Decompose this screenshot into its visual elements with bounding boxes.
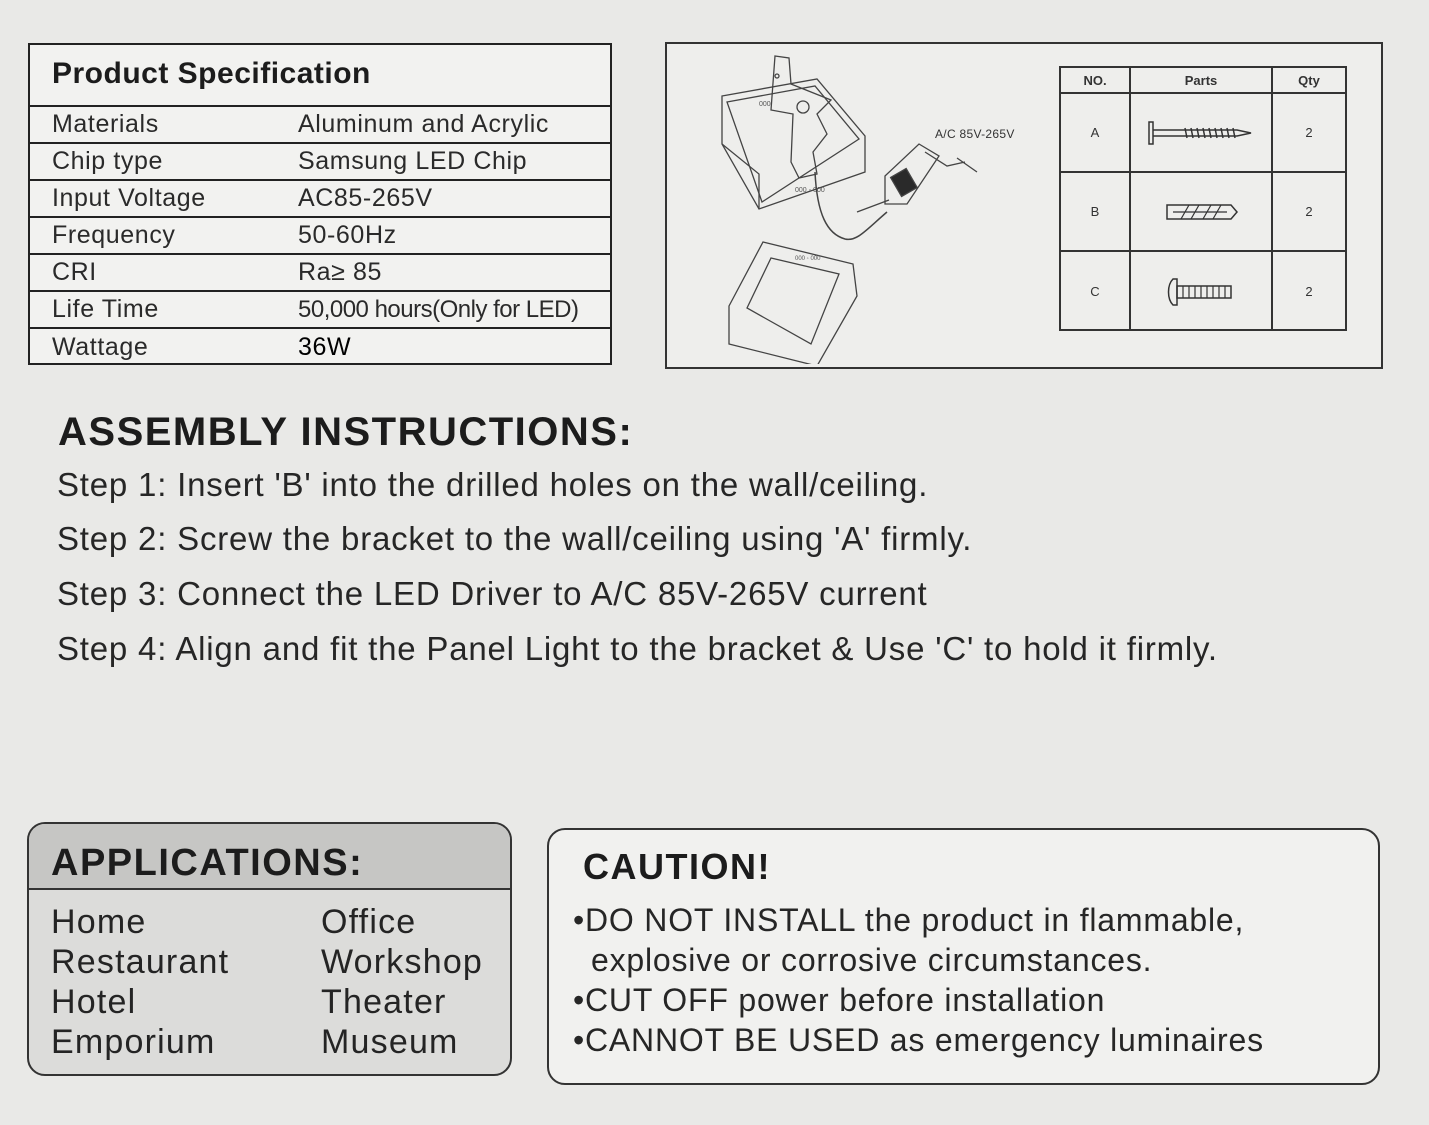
spec-label: Wattage [52, 333, 149, 361]
spec-value: 50,000 hours(Only for LED) [298, 295, 579, 323]
application-item: Theater [321, 983, 447, 1021]
part-qty: 2 [1305, 125, 1313, 140]
header-no: NO. [1061, 68, 1131, 92]
spec-row [30, 255, 610, 292]
part-cell [1131, 94, 1273, 171]
bracket-icon [771, 56, 831, 178]
spec-value: 50-60Hz [298, 221, 397, 249]
header-parts: Parts [1131, 68, 1273, 92]
bolt-icon [1165, 275, 1237, 309]
spec-row [30, 329, 610, 366]
spec-row [30, 144, 610, 181]
application-item: Office [321, 903, 417, 941]
caution-title: CAUTION! [583, 846, 771, 887]
application-item: Museum [321, 1023, 459, 1061]
spec-label: Life Time [52, 295, 159, 323]
assembly-step: Step 4: Align and fit the Panel Light to the bracket & Use 'C' to hold it firmly. [57, 630, 1218, 667]
caution-line: •DO NOT INSTALL the product in flammable, [573, 902, 1245, 938]
parts-row [1061, 173, 1345, 252]
product-specification-table [28, 43, 612, 365]
part-no: A [1061, 94, 1131, 171]
applications-box [27, 822, 512, 1076]
header-qty: Qty [1298, 72, 1320, 88]
spec-label: Materials [52, 110, 159, 138]
voltage-label: A/C 85V-265V [935, 127, 1015, 141]
wall-anchor-icon [1161, 200, 1241, 224]
part-cell [1131, 252, 1273, 331]
spec-row [30, 107, 610, 144]
panel-light-icon [729, 242, 857, 364]
parts-table [1059, 66, 1347, 331]
panel-frame-icon [722, 79, 865, 209]
caution-line: explosive or corrosive circumstances. [591, 942, 1153, 978]
application-item: Emporium [51, 1023, 216, 1061]
application-item: Workshop [321, 943, 484, 981]
spec-label: Input Voltage [52, 184, 206, 212]
led-driver-icon [857, 144, 977, 212]
screw-icon [1145, 118, 1257, 148]
assembly-title: ASSEMBLY INSTRUCTIONS: [58, 410, 634, 454]
caution-box [547, 828, 1380, 1085]
spec-value: Aluminum and Acrylic [298, 110, 549, 138]
spec-value: Samsung LED Chip [298, 147, 528, 175]
spec-row [30, 181, 610, 218]
part-qty: 2 [1305, 284, 1313, 299]
spec-title: Product Specification [30, 45, 610, 107]
application-item: Home [51, 903, 147, 941]
application-item: Hotel [51, 983, 137, 1021]
caution-line: •CUT OFF power before installation [573, 982, 1106, 1018]
application-item: Restaurant [51, 943, 230, 981]
applications-list [29, 890, 510, 1061]
svg-text:000: 000 [759, 101, 771, 108]
assembly-step: Step 1: Insert 'B' into the drilled holes on the wall/ceiling. [57, 466, 929, 503]
assembly-step: Step 2: Screw the bracket to the wall/ceiling using 'A' firmly. [57, 520, 973, 557]
spec-label: CRI [52, 258, 97, 286]
part-cell [1131, 173, 1273, 250]
spec-value: 36W [298, 333, 352, 361]
spec-value: Ra≥ 85 [298, 258, 383, 286]
spec-label: Frequency [52, 221, 176, 249]
part-no: B [1061, 173, 1131, 250]
part-no: C [1061, 252, 1131, 331]
svg-text:000 ◦ 000: 000 ◦ 000 [795, 187, 825, 194]
installation-diagram [665, 42, 1383, 369]
svg-text:000 ◦ 000: 000 ◦ 000 [795, 256, 821, 262]
spec-label: Chip type [52, 147, 164, 175]
parts-row [1061, 94, 1345, 173]
spec-value: AC85-265V [298, 184, 433, 212]
spec-row [30, 292, 610, 329]
parts-table-header [1061, 68, 1345, 94]
panel-light-illustration [667, 44, 1047, 364]
caution-line: •CANNOT BE USED as emergency luminaires [573, 1022, 1264, 1058]
assembly-step: Step 3: Connect the LED Driver to A/C 85V-265V current [57, 575, 928, 612]
applications-title: APPLICATIONS: [29, 824, 510, 890]
cable-icon [815, 172, 887, 239]
part-qty: 2 [1305, 204, 1313, 219]
parts-row [1061, 252, 1345, 331]
spec-row [30, 218, 610, 255]
